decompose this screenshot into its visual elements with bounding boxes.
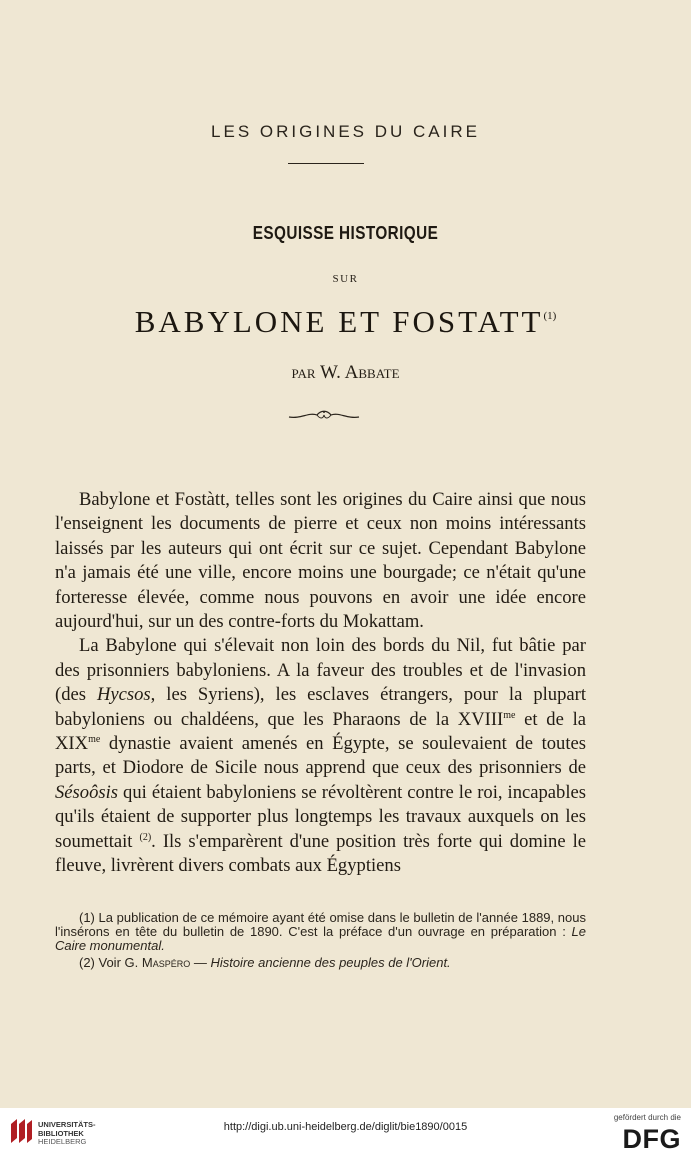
footnote-2-italic: Histoire ancienne des peuples de l'Orient. xyxy=(210,955,451,970)
dfg-funded-by: gefördert durch die xyxy=(613,1113,681,1122)
footnote-2-num: (2) xyxy=(79,955,95,970)
title-note-ref[interactable]: (1) xyxy=(543,310,557,322)
p2-sesoosis: Sésoôsis xyxy=(55,781,119,803)
title-main xyxy=(0,304,691,340)
permalink-url[interactable] xyxy=(0,1121,691,1133)
head-rule xyxy=(288,163,364,164)
uni-line-1: UNIVERSITÄTS- xyxy=(38,1120,96,1129)
paragraph-2 xyxy=(55,634,586,878)
dfg-logo-icon[interactable]: DFG xyxy=(622,1124,681,1154)
footnote-2 xyxy=(55,956,586,970)
byline-initial: W. xyxy=(319,362,341,383)
footnote-1 xyxy=(55,911,586,953)
p2-footnote-ref[interactable]: (2) xyxy=(139,831,152,843)
p2-hycsos: Hycsos xyxy=(96,684,151,706)
p2-me-2: me xyxy=(88,733,101,745)
footnotes xyxy=(55,911,586,973)
title-sur: SUR xyxy=(332,273,359,285)
byline xyxy=(0,362,691,384)
p2-part-b: , les Syriens), les esclaves étrangers, pour la plupart babyloniens ou chaldéens, que les Pharaons de la XVIII xyxy=(55,684,586,730)
footnote-2-text-b: — xyxy=(190,955,211,970)
uni-line-2: BIBLIOTHEK xyxy=(38,1128,84,1138)
byline-name-rest: BBATE xyxy=(358,366,400,381)
footnote-2-text-a: Voir G. xyxy=(94,955,142,970)
paragraph-1: Babylone et Fostàtt, telles sont les origines du Caire ainsi que nous l'enseignent les documents de pierre et ceux non moins intéressants laissés par les auteurs qui ont écrit sur ce sujet. Cependant Babylone n'a jamais été une ville, encore moins une bourgade; ce n'était qu'une forteresse élevée, comme nous pouvons en avoir une idée encore aujourd'hui, sur un des contre-forts du Mokattam. xyxy=(55,489,586,633)
uni-line-3: HEIDELBERG xyxy=(38,1137,87,1146)
title-esquisse: ESQUISSE HISTORIQUE xyxy=(252,223,439,243)
body-text xyxy=(55,488,586,879)
footnote-1-italic: Le Caire monumental. xyxy=(55,924,586,953)
p2-part-c: et de la XIX xyxy=(55,708,586,755)
p2-me-1: me xyxy=(503,709,516,721)
title-main-text: BABYLONE ET FOSTATT xyxy=(134,304,544,339)
footnote-2-author: Maspéro xyxy=(141,955,191,970)
p2-part-e: qui étaient babyloniens se révoltèrent contre le roi, incapables qu'ils étaient de supporter plus longtemps les travaux auxquels on les soumettait xyxy=(55,781,586,852)
running-head: LES ORIGINES DU CAIRE xyxy=(211,122,480,141)
footnote-1-text: La publication de ce mémoire ayant été omise dans le bulletin de l'année 1889, nous l'insérons en tête du bulletin de 1890. C'est la préface d'un ouvrage en préparation : xyxy=(55,910,586,939)
viewer-footer xyxy=(0,1108,691,1159)
byline-name-a: A xyxy=(344,362,359,383)
byline-par: PAR xyxy=(291,366,316,381)
p2-part-a: La Babylone qui s'élevait non loin des bords du Nil, fut bâtie par des prisonniers babyloniens. A la faveur des troubles et de l'invasion (des xyxy=(55,635,586,706)
footnote-1-num: (1) xyxy=(79,910,95,925)
p2-part-d: dynastie avaient amenés en Égypte, se soulevaient de toutes parts, et Diodore de Sicile nous apprend que ceux des prisonniers de xyxy=(55,733,586,779)
p2-part-f: . Ils s'emparèrent d'une position très forte qui domine le fleuve, livrèrent divers combats aux Égyptiens xyxy=(55,830,586,877)
permalink-url-text[interactable]: http://digi.ub.uni-heidelberg.de/diglit/bie1890/0015 xyxy=(223,1121,468,1133)
ornament-flourish xyxy=(287,408,361,422)
